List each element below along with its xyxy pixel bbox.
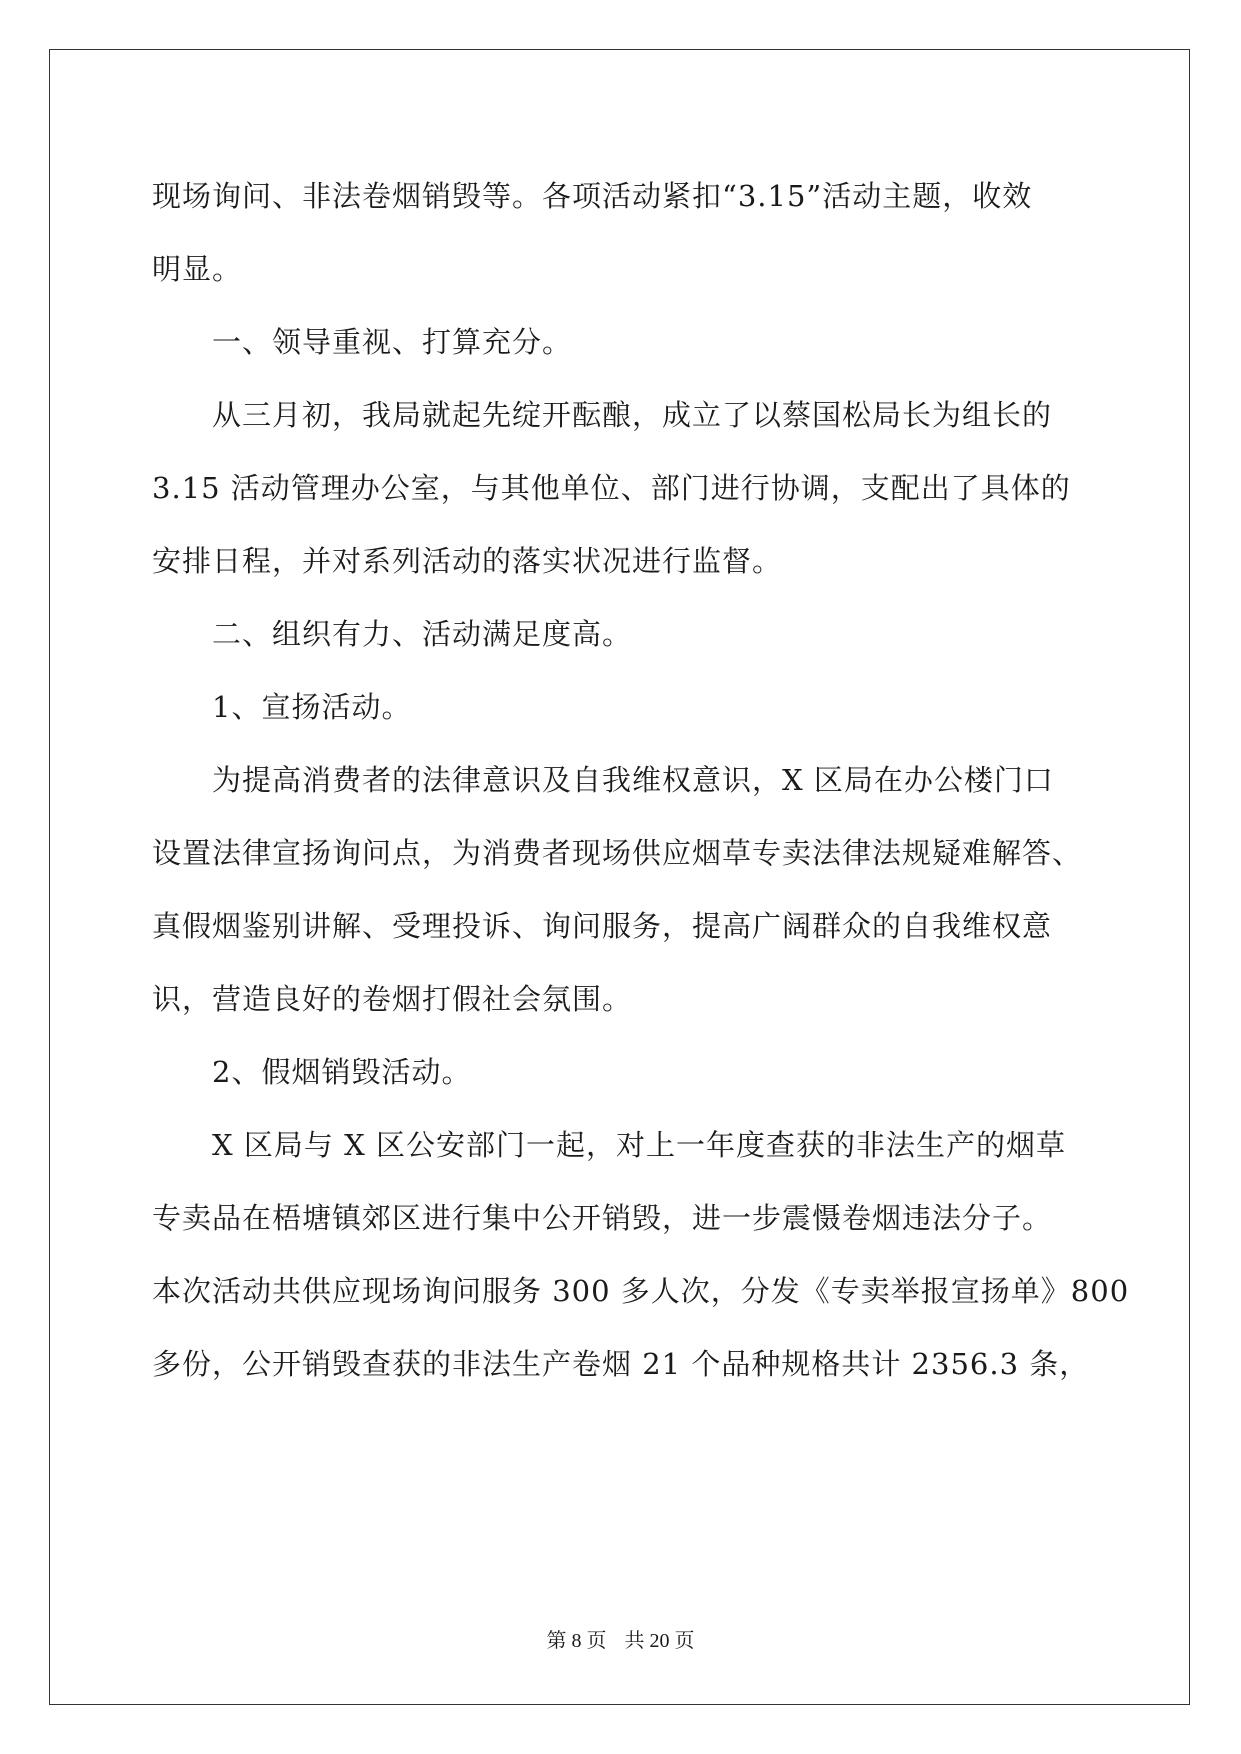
document-body xyxy=(152,160,1130,1401)
text-line: 安排日程，并对系列活动的落实状况进行监督。 xyxy=(152,544,783,578)
page-number-current: 第 8 页 xyxy=(546,1630,607,1652)
text-line: 现场询问、非法卷烟销毁等。各项活动紧扣“3.15”活动主题，收效 xyxy=(152,179,1033,213)
section-heading: 一、领导重视、打算充分。 xyxy=(212,325,573,359)
text-line: 本次活动共供应现场询问服务 300 多人次，分发《专卖举报宣扬单》800 xyxy=(152,1274,1130,1308)
text-line: 3.15 活动管理办公室，与其他单位、部门进行协调，支配出了具体的 xyxy=(152,471,1071,505)
text-line: 设置法律宣扬询问点，为消费者现场供应烟草专卖法律法规疑难解答、 xyxy=(152,836,1083,870)
page-footer xyxy=(0,1624,1241,1653)
text-line: 为提高消费者的法律意识及自我维权意识，X 区局在办公楼门口 xyxy=(212,763,1054,797)
text-line: 识，营造良好的卷烟打假社会氛围。 xyxy=(152,982,633,1016)
text-line: 明显。 xyxy=(152,252,243,286)
text-line: 专卖品在梧塘镇郊区进行集中公开销毁，进一步震慑卷烟违法分子。 xyxy=(152,1201,1053,1235)
text-line: 从三月初，我局就起先绽开酝酿，成立了以蔡国松局长为组长的 xyxy=(212,398,1053,432)
page-number-total: 共 20 页 xyxy=(624,1630,695,1652)
text-line: 多份，公开销毁查获的非法生产卷烟 21 个品种规格共计 2356.3 条， xyxy=(152,1347,1090,1381)
text-line: 真假烟鉴别讲解、受理投诉、询问服务，提高广阔群众的自我维权意 xyxy=(152,909,1053,943)
section-heading: 二、组织有力、活动满足度高。 xyxy=(212,617,633,651)
subsection-heading: 1、宣扬活动。 xyxy=(212,690,412,724)
subsection-heading: 2、假烟销毁活动。 xyxy=(212,1055,472,1089)
text-line: X 区局与 X 区公安部门一起，对上一年度查获的非法生产的烟草 xyxy=(212,1128,1066,1162)
